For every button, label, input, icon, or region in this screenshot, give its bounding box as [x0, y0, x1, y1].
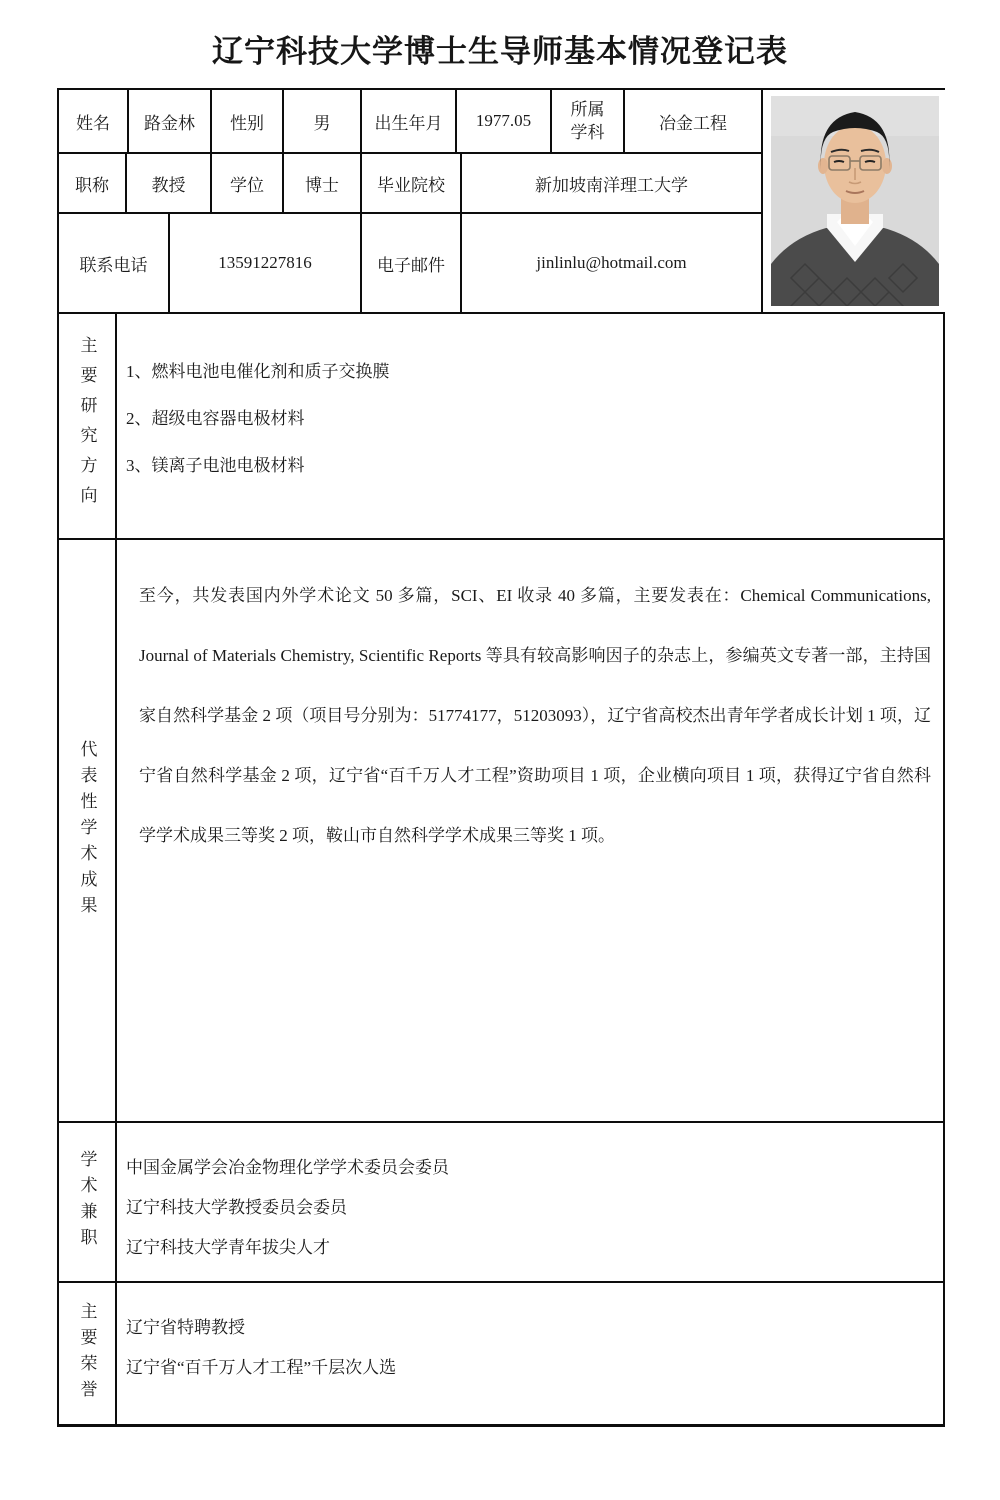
phone-value: 13591227816	[170, 214, 362, 312]
name-label: 姓名	[59, 90, 129, 152]
gender-label: 性别	[212, 90, 284, 152]
title-value: 教授	[127, 154, 212, 212]
degree-label: 学位	[212, 154, 284, 212]
registration-form-table	[57, 88, 945, 1427]
appointment-item: 辽宁科技大学教授委员会委员	[126, 1197, 347, 1217]
degree-value: 博士	[284, 154, 362, 212]
research-item: 3、镁离子电池电极材料	[126, 456, 305, 475]
research-label-cell	[59, 314, 117, 538]
section-achievements	[59, 540, 943, 1123]
phone-label: 联系电话	[59, 214, 170, 312]
achievements-label: 代表性学术成果	[77, 739, 97, 922]
email-value: jinlinlu@hotmail.com	[462, 214, 763, 312]
school-label: 毕业院校	[362, 154, 462, 212]
research-content	[117, 314, 943, 538]
birth-label: 出生年月	[362, 90, 457, 152]
header-area	[59, 90, 943, 314]
section-research	[59, 314, 943, 540]
portrait-photo	[771, 96, 939, 306]
header-row-1	[59, 90, 763, 154]
title-label: 职称	[59, 154, 127, 212]
header-row-2	[59, 154, 763, 214]
research-item: 1、燃料电池电催化剂和质子交换膜	[126, 362, 390, 381]
appointment-item: 中国金属学会冶金物理化学学术委员会委员	[126, 1157, 449, 1177]
discipline-label: 所属学科	[552, 90, 625, 152]
appointments-content	[117, 1123, 943, 1281]
section-honors	[59, 1283, 943, 1424]
appointments-label-cell	[59, 1123, 117, 1281]
appointments-label: 学术兼职	[77, 1150, 97, 1254]
appointment-item: 辽宁科技大学青年拔尖人才	[126, 1237, 330, 1257]
name-value: 路金林	[129, 90, 212, 152]
section-appointments	[59, 1123, 943, 1283]
research-item: 2、超级电容器电极材料	[126, 409, 305, 428]
discipline-value: 冶金工程	[625, 90, 763, 152]
honor-item: 辽宁省特聘教授	[126, 1317, 245, 1337]
achievements-label-cell	[59, 540, 117, 1121]
research-label: 主要研究方向	[77, 336, 97, 516]
school-value: 新加坡南洋理工大学	[462, 154, 763, 212]
page-title: 辽宁科技大学博士生导师基本情况登记表	[212, 34, 788, 69]
photo-cell	[763, 90, 947, 312]
header-grid	[59, 90, 763, 312]
header-row-3	[59, 214, 763, 312]
gender-value: 男	[284, 90, 362, 152]
achievements-paragraph: 至今，共发表国内外学术论文 50 多篇，SCI、EI 收录 40 多篇，主要发表在：Chemical Communications, Journal of Materials Chemistry, Scientific Reports 等具有较高影响因子的杂志上，参编英文专著一部，主持国家自然科学基金 2 项（项目号分别为：51774177，51203093），辽宁省高校杰出青年学者成长计划 1 项，辽宁省自然科学基金 2 项，辽宁省“百千万人才工程”资助项目 1 项，企业横向项目 1 项，获得辽宁省自然科学学术成果三等奖 2 项，鞍山市自然科学学术成果三等奖 1 项。	[139, 586, 931, 845]
honors-label: 主要荣誉	[77, 1301, 97, 1406]
honors-label-cell	[59, 1283, 117, 1424]
birth-value: 1977.05	[457, 90, 552, 152]
email-label: 电子邮件	[362, 214, 462, 312]
honor-item: 辽宁省“百千万人才工程”千层次人选	[126, 1357, 397, 1377]
honors-content	[117, 1283, 943, 1424]
